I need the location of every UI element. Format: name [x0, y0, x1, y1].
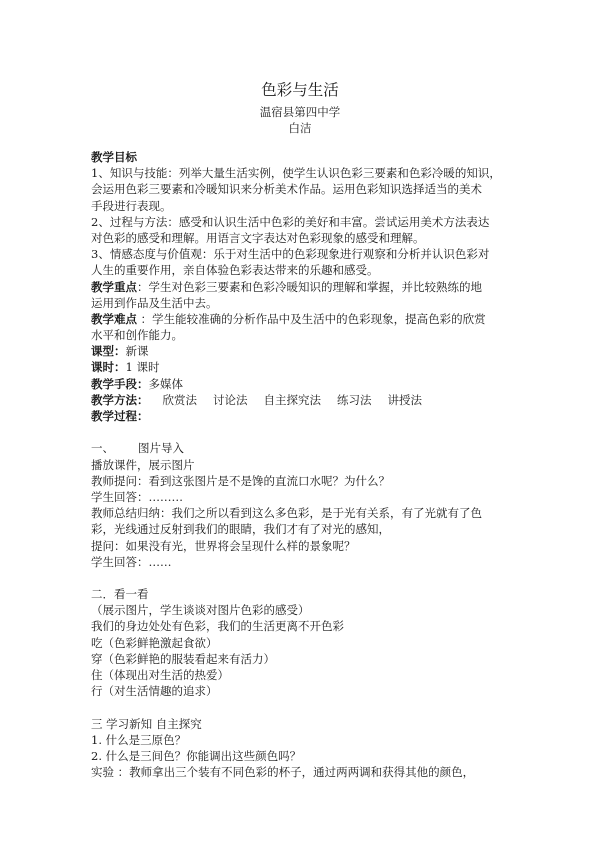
objectives-line: 3、情感态度与价值观：乐于对生活中的色彩现象进行观察和分析并认识色彩对	[91, 247, 490, 262]
objectives-line: 对色彩的感受和理解。用语言文字表达对色彩现象的感受和理解。	[91, 230, 425, 245]
objectives-heading: 教学目标	[91, 150, 137, 164]
objectives-line: 手段进行表现。	[91, 198, 172, 213]
section1-line: 播放课件，展示图片	[91, 457, 195, 472]
section2-line: 行（对生活情趣的追求）	[91, 684, 218, 699]
objectives-line: 2、过程与方法：感受和认识生活中色彩的美好和丰富。尝试运用美术方法表达	[91, 214, 490, 229]
section1-line: 彩，光线通过反射到我们的眼睛，我们才有了对光的感知，	[91, 522, 390, 537]
section2-line: 住（体现出对生活的热爱）	[91, 668, 229, 682]
difficulties-label: 教学难点	[91, 311, 137, 326]
lesson-type: 课型：新课	[91, 344, 149, 359]
difficulties-line: 教学难点 ：学生能较准确的分析作品中及生活中的色彩现象，提高色彩的欣赏	[91, 311, 486, 326]
section1-heading: 一、 图片导入	[91, 441, 184, 456]
school-name: 温宿县第四中学	[259, 105, 341, 119]
section3-heading: 三 学习新知 自主探究	[91, 716, 202, 731]
author-name: 白洁	[288, 121, 312, 135]
section2-line: 吃（色彩鲜艳激起食欲）	[91, 635, 218, 650]
section1-line: 提问：如果没有光，世界将会呈现什么样的景象呢？	[91, 538, 356, 553]
method-item: 讨论法	[213, 392, 248, 407]
method-item: 讲授法	[387, 392, 422, 407]
section1-line: 教师提问：看到这张图片是不是馋的直流口水呢？为什么？	[91, 473, 390, 488]
teaching-means: 教学手段：多媒体	[91, 376, 183, 391]
objectives-line: 1、知识与技能：列举大量生活实例，使学生认识色彩三要素和色彩冷暖的知识，	[91, 166, 501, 181]
lesson-body	[91, 149, 521, 780]
section3-line: 2. 什么是三间色？你能调出这些颜色吗？	[91, 748, 302, 763]
section2-heading: 二．看一看	[91, 587, 149, 602]
method-item: 练习法	[337, 392, 372, 407]
section2-line: 穿（色彩鲜艳的服装看起来有活力）	[91, 651, 275, 666]
document-title: 色彩与生活	[261, 81, 339, 99]
section1-line: 学生回答：………	[91, 489, 183, 504]
key-points-label: 教学重点	[91, 279, 137, 294]
lesson-duration: 课时：1 课时	[91, 360, 160, 375]
section2-line: 我们的身边处处有色彩，我们的生活更离不开色彩	[91, 619, 344, 634]
objectives-line: 人生的重要作用，亲自体验色彩表达带来的乐趣和感受。	[91, 263, 379, 278]
key-points-line: 运用到作品及生活中去。	[91, 295, 218, 310]
section1-line: 教师总结归纳：我们之所以看到这么多色彩，是于光有关系，有了光就有了色	[91, 506, 482, 521]
teaching-methods: 教学方法： 欣赏法 讨论法 自主探究法 练习法 讲授法	[91, 392, 422, 407]
section2-line: （展示图片，学生谈谈对图片色彩的感受）	[91, 603, 310, 618]
section1-line: 学生回答：……	[91, 554, 172, 569]
section3-line: 实验 ：教师拿出三个装有不同色彩的杯子，通过两两调和获得其他的颜色，	[91, 765, 475, 780]
difficulties-line: 水平和创作能力。	[91, 328, 183, 343]
process-heading: 教学过程：	[91, 409, 149, 423]
method-item: 欣赏法	[162, 392, 197, 407]
section3-line: 1. 什么是三原色？	[91, 732, 187, 747]
objectives-line: 会运用色彩三要素和冷暖知识来分析美术作品。运用色彩知识选择适当的美术	[91, 182, 482, 197]
key-points-line: 教学重点：学生对色彩三要素和色彩冷暖知识的理解和掌握，并比较熟练的地	[91, 279, 482, 294]
method-item: 自主探究法	[263, 392, 321, 407]
